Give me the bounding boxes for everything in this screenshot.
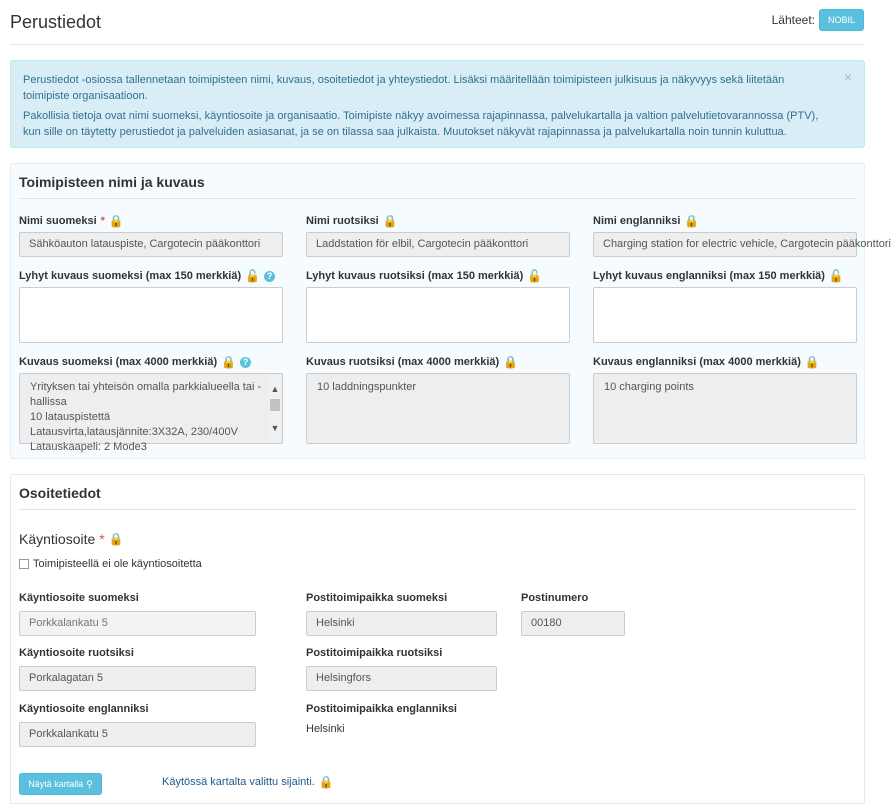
desc-sv-textarea[interactable] [306,373,570,444]
address-panel-title: Osoitetiedot [19,485,856,510]
city-en-value: Helsinki [306,723,345,735]
show-on-map-button[interactable] [19,773,102,795]
map-location-note: Käytössä kartalta valittu sijainti. 🔒 [162,775,334,789]
help-icon[interactable]: ? [240,357,251,368]
page-title: Perustiedot [10,12,102,32]
unlock-icon: 🔓 [828,269,844,283]
city-sv-label: Postitoimipaikka ruotsiksi [306,647,443,659]
lock-icon: 🔒 [318,775,334,789]
desc-en-label: Kuvaus englanniksi (max 4000 merkkiä) 🔒 [593,355,820,369]
help-icon[interactable]: ? [264,271,275,282]
name-en-label: Nimi englanniksi 🔒 [593,214,700,228]
address-panel [10,474,865,804]
lock-icon: 🔒 [108,532,124,546]
name-en-field[interactable]: Charging station for electric vehicle, Cargotecin pääkonttori [593,232,857,257]
short-fi-textarea[interactable] [19,287,283,343]
city-sv-field[interactable]: Helsingfors [306,666,497,691]
lock-icon: 🔒 [382,214,398,228]
scroll-thumb[interactable] [270,399,280,411]
no-visiting-address-checkbox[interactable] [19,559,29,569]
short-sv-textarea[interactable] [306,287,570,343]
short-en-label: Lyhyt kuvaus englanniksi (max 150 merkkiä) 🔓 [593,269,844,283]
desc-fi-textarea[interactable] [19,373,283,453]
desc-en-textarea[interactable] [593,373,857,444]
names-panel-title: Toimipisteen nimi ja kuvaus [19,174,856,199]
desc-sv-label: Kuvaus ruotsiksi (max 4000 merkkiä) 🔒 [306,355,519,369]
name-fi-label: Nimi suomeksi * 🔒 [19,214,124,228]
info-alert [10,60,865,148]
name-fi-field[interactable]: Sähköauton latauspiste, Cargotecin pääkonttori [19,232,283,257]
required-marker: * [100,215,105,227]
desc-fi-label: Kuvaus suomeksi (max 4000 merkkiä) 🔒 ? [19,355,251,369]
short-sv-label: Lyhyt kuvaus ruotsiksi (max 150 merkkiä) 🔓 [306,269,543,283]
city-en-label: Postitoimipaikka englanniksi [306,703,457,715]
street-fi-label: Käyntiosoite suomeksi [19,592,139,604]
lock-icon: 🔒 [108,214,124,228]
city-fi-label: Postitoimipaikka suomeksi [306,592,448,604]
desc-en-text: 10 charging points [604,381,694,393]
required-marker: * [99,531,105,547]
scroll-up-icon[interactable]: ▲ [270,384,280,394]
map-pin-icon: ⚲ [86,778,93,789]
short-en-textarea[interactable] [593,287,857,343]
names-panel [10,163,891,459]
desc-sv-text: 10 laddningspunkter [317,381,417,393]
street-sv-field[interactable]: Porkalagatan 5 [19,666,256,691]
postal-code-field[interactable]: 00180 [521,611,625,636]
city-fi-field[interactable]: Helsinki [306,611,497,636]
no-visiting-address-row[interactable] [19,558,202,570]
alert-paragraph-1: Perustiedot -osiossa tallennetaan toimipisteen nimi, kuvaus, osoitetiedot ja yhteystiedot. Lisäksi määritellään toimipisteen julkisuus ja näkyvyys sekä liitetään toimipiste organisaatioon. [23,74,785,102]
lock-icon: 🔒 [503,355,519,369]
lock-icon: 🔒 [804,355,820,369]
lock-icon: 🔒 [684,214,700,228]
unlock-icon: 🔓 [245,269,261,283]
street-fi-field[interactable]: Porkkalankatu 5 [19,611,256,636]
page-header [10,0,864,45]
name-sv-field[interactable]: Laddstation för elbil, Cargotecin pääkonttori [306,232,570,257]
lock-icon: 🔒 [221,355,237,369]
unlock-icon: 🔓 [527,269,543,283]
sources-label: Lähteet: [771,13,815,27]
close-icon[interactable]: × [843,69,852,85]
alert-paragraph-2: Pakollisia tietoja ovat nimi suomeksi, käyntiosoite ja organisaatio. Toimipiste näkyy avoimessa rajapinnassa, palvelukartalla ja valtion palvelutietovarannossa (PTV), kun sille on täytetty perustiedot ja palveluiden asiasanat, ja se on tilassa saa julkaista. Muutokset näkyvät rajapinnassa ja palvelukartalla noin tunnin kuluttua. [23,110,819,138]
desc-fi-text: Yrityksen tai yhteisön omalla parkkialueella tai -hallissa 10 latauspistettä Latausvirta,latausjännite:3X32A, 230/400V Latauskaapeli: 2 Mode3 [30,381,262,453]
street-en-label: Käyntiosoite englanniksi [19,703,149,715]
no-visiting-address-label: Toimipisteellä ei ole käyntiosoitetta [33,558,202,570]
show-on-map-label: Näytä kartalla [28,779,84,789]
scroll-down-icon[interactable]: ▼ [270,423,280,433]
street-sv-label: Käyntiosoite ruotsiksi [19,647,134,659]
sources [772,9,864,31]
street-en-field[interactable]: Porkkalankatu 5 [19,722,256,747]
short-fi-label: Lyhyt kuvaus suomeksi (max 150 merkkiä) 🔓 ? [19,269,275,283]
scrollbar[interactable] [269,375,281,442]
source-nobil-button[interactable]: NOBIL [819,9,864,31]
name-sv-label: Nimi ruotsiksi 🔒 [306,214,398,228]
postal-code-label: Postinumero [521,592,589,604]
visiting-address-heading: Käyntiosoite * 🔒 [19,531,124,547]
